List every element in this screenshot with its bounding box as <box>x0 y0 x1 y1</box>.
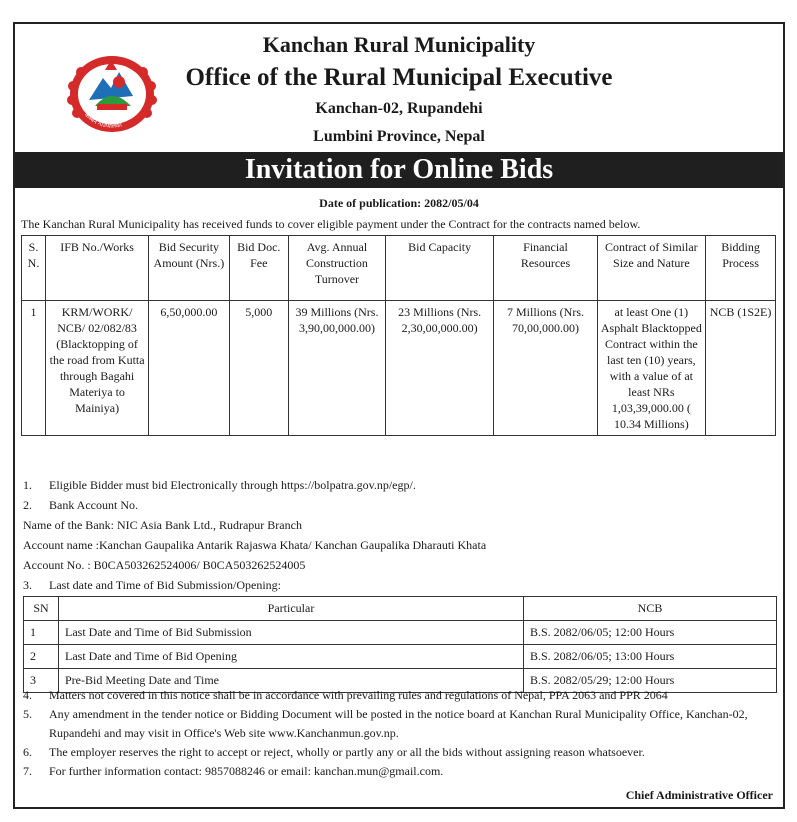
account-name: Account name :Kanchan Gaupalika Antarik Rajaswa Khata/ Kanchan Gaupalika Dharauti Khata <box>23 538 487 552</box>
cell-turnover: 39 Millions (Nrs. 3,90,00,000.00) <box>288 301 385 436</box>
publication-date: Date of publication: 2082/05/04 <box>319 196 479 210</box>
province-line: Lumbini Province, Nepal <box>313 128 485 145</box>
cell-sn: 2 <box>24 645 59 669</box>
cell-sn: 1 <box>24 621 59 645</box>
col-header-similar: Contract of Similar Size and Nature <box>597 236 705 301</box>
note-text: Bank Account No. <box>49 498 138 512</box>
cell-particular: Pre-Bid Meeting Date and Time <box>59 669 524 693</box>
signature: Chief Administrative Officer <box>625 788 773 802</box>
emblem-caption: कञ्चन गाउँपालिका <box>82 111 123 130</box>
cell-security: 6,50,000.00 <box>149 301 229 436</box>
table-row <box>24 645 777 669</box>
additional-notes <box>23 686 778 781</box>
org-title: Kanchan Rural Municipality <box>262 32 536 57</box>
cell-similar: at least One (1) Asphalt Blacktopped Contract within the last ten (10) years, with a value of at least NRs 1,03,39,000.00 ( 10.34 Millions) <box>597 301 705 436</box>
cell-process: NCB (1S2E) <box>706 301 776 436</box>
note-text: The employer reserves the right to accept or reject, wholly or partly any or all the bids without assigning reason whatsoever. <box>49 745 645 759</box>
cell-sn: 3 <box>24 669 59 693</box>
col-header-sn: S. N. <box>22 236 46 301</box>
note-number: 7. <box>23 764 32 778</box>
office-title: Office of the Rural Municipal Executive <box>185 64 613 91</box>
list-item <box>23 743 778 762</box>
cell-particular: Last Date and Time of Bid Opening <box>59 645 524 669</box>
note-text: Matters not covered in this notice shall be in accordance with prevailing rules and regulations of Nepal, PPA 2063 and PPR 2064 <box>49 688 668 702</box>
cell-capacity: 23 Millions (Nrs. 2,30,00,000.00) <box>385 301 493 436</box>
cell-ncb: B.S. 2082/05/29; 12:00 Hours <box>524 669 777 693</box>
col-header-ifb: IFB No./Works <box>45 236 148 301</box>
col-header-security: Bid Security Amount (Nrs.) <box>149 236 229 301</box>
cell-ncb: B.S. 2082/06/05; 13:00 Hours <box>524 645 777 669</box>
note-number: 3. <box>23 578 32 592</box>
cell-particular: Last Date and Time of Bid Submission <box>59 621 524 645</box>
table-row <box>22 301 776 436</box>
cell-sn: 1 <box>22 301 46 436</box>
note-number: 1. <box>23 478 32 492</box>
list-item <box>23 705 778 743</box>
bid-table <box>21 235 776 436</box>
note-number: 4. <box>23 688 32 702</box>
cell-ifb: KRM/WORK/ NCB/ 02/082/83 (Blacktopping of the road from Kutta through Bagahi Materiya to Mainiya) <box>45 301 148 436</box>
cell-ncb: B.S. 2082/06/05; 12:00 Hours <box>524 621 777 645</box>
bank-name: Name of the Bank: NIC Asia Bank Ltd., Rudrapur Branch <box>23 518 302 532</box>
col-header-ncb: NCB <box>524 597 777 621</box>
note-2 <box>23 495 138 515</box>
cell-financial: 7 Millions (Nrs. 70,00,000.00) <box>494 301 597 436</box>
note-text: Any amendment in the tender notice or Bidding Document will be posted in the notice board at Kanchan Rural Municipality Office, Kanchan-02, Rupandehi and may visit in Office's Web site www.Kanchanmun.gov.np. <box>49 707 748 740</box>
note-number: 5. <box>23 707 32 721</box>
list-item <box>23 686 778 705</box>
schedule-header-row <box>24 597 777 621</box>
cell-fee: 5,000 <box>229 301 288 436</box>
col-header-particular: Particular <box>59 597 524 621</box>
notice-header <box>15 24 783 154</box>
note-3 <box>23 575 281 595</box>
intro-text: The Kanchan Rural Municipality has received funds to cover eligible payment under the Contract for the contracts named below. <box>21 217 641 231</box>
col-header-process: Bidding Process <box>706 236 776 301</box>
col-header-turnover: Avg. Annual Construction Turnover <box>288 236 385 301</box>
col-header-sn: SN <box>24 597 59 621</box>
page-title: Invitation for Online Bids <box>15 152 783 188</box>
col-header-financial: Financial Resources <box>494 236 597 301</box>
account-number: Account No. : B0CA503262524006/ B0CA503262524005 <box>23 558 306 572</box>
bid-table-header-row <box>22 236 776 301</box>
list-item <box>23 762 778 781</box>
note-text: Eligible Bidder must bid Electronically through https://bolpatra.gov.np/egp/. <box>49 478 416 492</box>
col-header-fee: Bid Doc. Fee <box>229 236 288 301</box>
table-row <box>24 621 777 645</box>
note-1 <box>23 475 416 495</box>
schedule-table <box>23 596 777 693</box>
note-text: For further information contact: 9857088246 or email: kanchan.mun@gmail.com. <box>49 764 444 778</box>
address-line: Kanchan-02, Rupandehi <box>315 100 483 117</box>
col-header-capacity: Bid Capacity <box>385 236 493 301</box>
note-text: Last date and Time of Bid Submission/Opening: <box>49 578 282 592</box>
notice-frame <box>13 22 785 809</box>
note-number: 6. <box>23 745 32 759</box>
note-number: 2. <box>23 498 32 512</box>
